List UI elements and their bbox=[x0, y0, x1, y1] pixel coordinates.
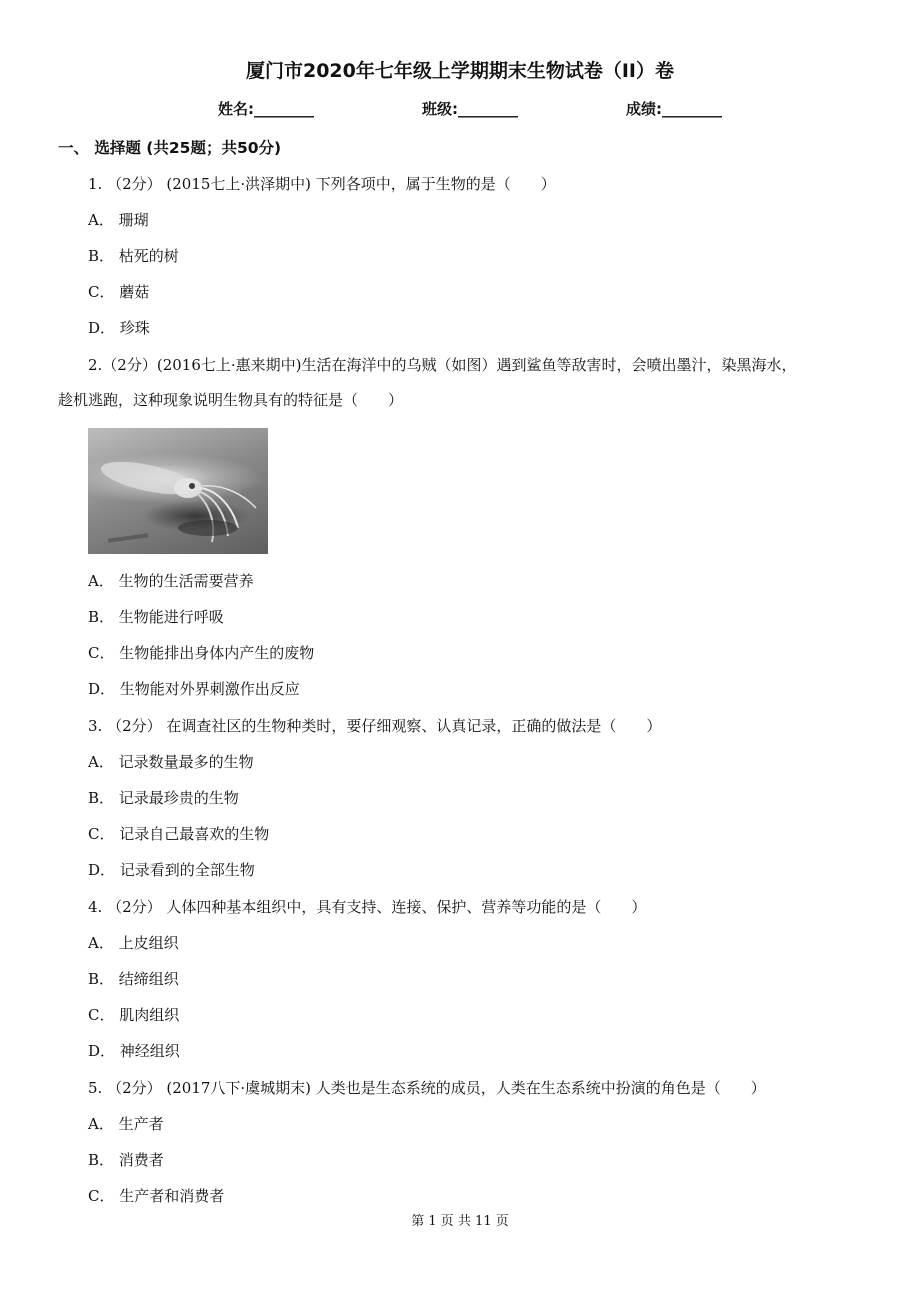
question-1-option-a: A． 珊瑚 bbox=[88, 211, 149, 229]
name-field-label: 姓名:________ bbox=[218, 100, 314, 118]
question-3-option-c: C． 记录自己最喜欢的生物 bbox=[88, 825, 270, 843]
question-1-stem: 1. （2分） (2015七上·洪泽期中) 下列各项中，属于生物的是（ ） bbox=[88, 175, 556, 193]
page-title: 厦门市2020年七年级上学期期末生物试卷（II）卷 bbox=[245, 60, 675, 82]
question-5-stem: 5. （2分） (2017八下·虞城期末) 人类也是生态系统的成员，人类在生态系统中扮演的角色是（ ） bbox=[88, 1079, 766, 1097]
question-3-option-d: D． 记录看到的全部生物 bbox=[88, 861, 255, 879]
question-2-stem-line-2: 趁机逃跑，这种现象说明生物具有的特征是（ ） bbox=[58, 391, 404, 409]
question-4-option-c: C． 肌肉组织 bbox=[88, 1006, 180, 1024]
question-5-option-b: B． 消费者 bbox=[88, 1151, 164, 1169]
score-field-label: 成绩:________ bbox=[626, 100, 722, 118]
question-4-option-d: D． 神经组织 bbox=[88, 1042, 180, 1060]
question-4-stem: 4. （2分） 人体四种基本组织中，具有支持、连接、保护、营养等功能的是（ ） bbox=[88, 898, 647, 916]
question-5-option-a: A． 生产者 bbox=[88, 1115, 164, 1133]
question-3-option-a: A． 记录数量最多的生物 bbox=[88, 753, 254, 771]
question-2-option-a: A． 生物的生活需要营养 bbox=[88, 572, 254, 590]
question-2-option-b: B． 生物能进行呼吸 bbox=[88, 608, 224, 626]
class-field-label: 班级:________ bbox=[422, 100, 518, 118]
squid-illustration bbox=[88, 428, 268, 554]
question-3-option-b: B． 记录最珍贵的生物 bbox=[88, 789, 239, 807]
question-3-stem: 3. （2分） 在调查社区的生物种类时，要仔细观察、认真记录，正确的做法是（ ） bbox=[88, 717, 662, 735]
squid-photo bbox=[88, 428, 268, 554]
question-4-option-a: A． 上皮组织 bbox=[88, 934, 179, 952]
question-2-option-d: D． 生物能对外界刺激作出反应 bbox=[88, 680, 300, 698]
question-1-option-b: B． 枯死的树 bbox=[88, 247, 179, 265]
question-1-option-c: C． 蘑菇 bbox=[88, 283, 150, 301]
section-heading: 一、 选择题 (共25题；共50分) bbox=[58, 139, 282, 157]
question-5-option-c: C． 生产者和消费者 bbox=[88, 1187, 225, 1205]
page-footer: 第 1 页 共 11 页 bbox=[411, 1214, 509, 1229]
question-4-option-b: B． 结缔组织 bbox=[88, 970, 179, 988]
question-2-option-c: C． 生物能排出身体内产生的废物 bbox=[88, 644, 315, 662]
question-1-option-d: D． 珍珠 bbox=[88, 319, 150, 337]
question-2-stem-line-1: 2.（2分）(2016七上·惠来期中)生活在海洋中的乌贼（如图）遇到鲨鱼等敌害时，会喷出墨汁，染黑海水， bbox=[88, 356, 797, 374]
